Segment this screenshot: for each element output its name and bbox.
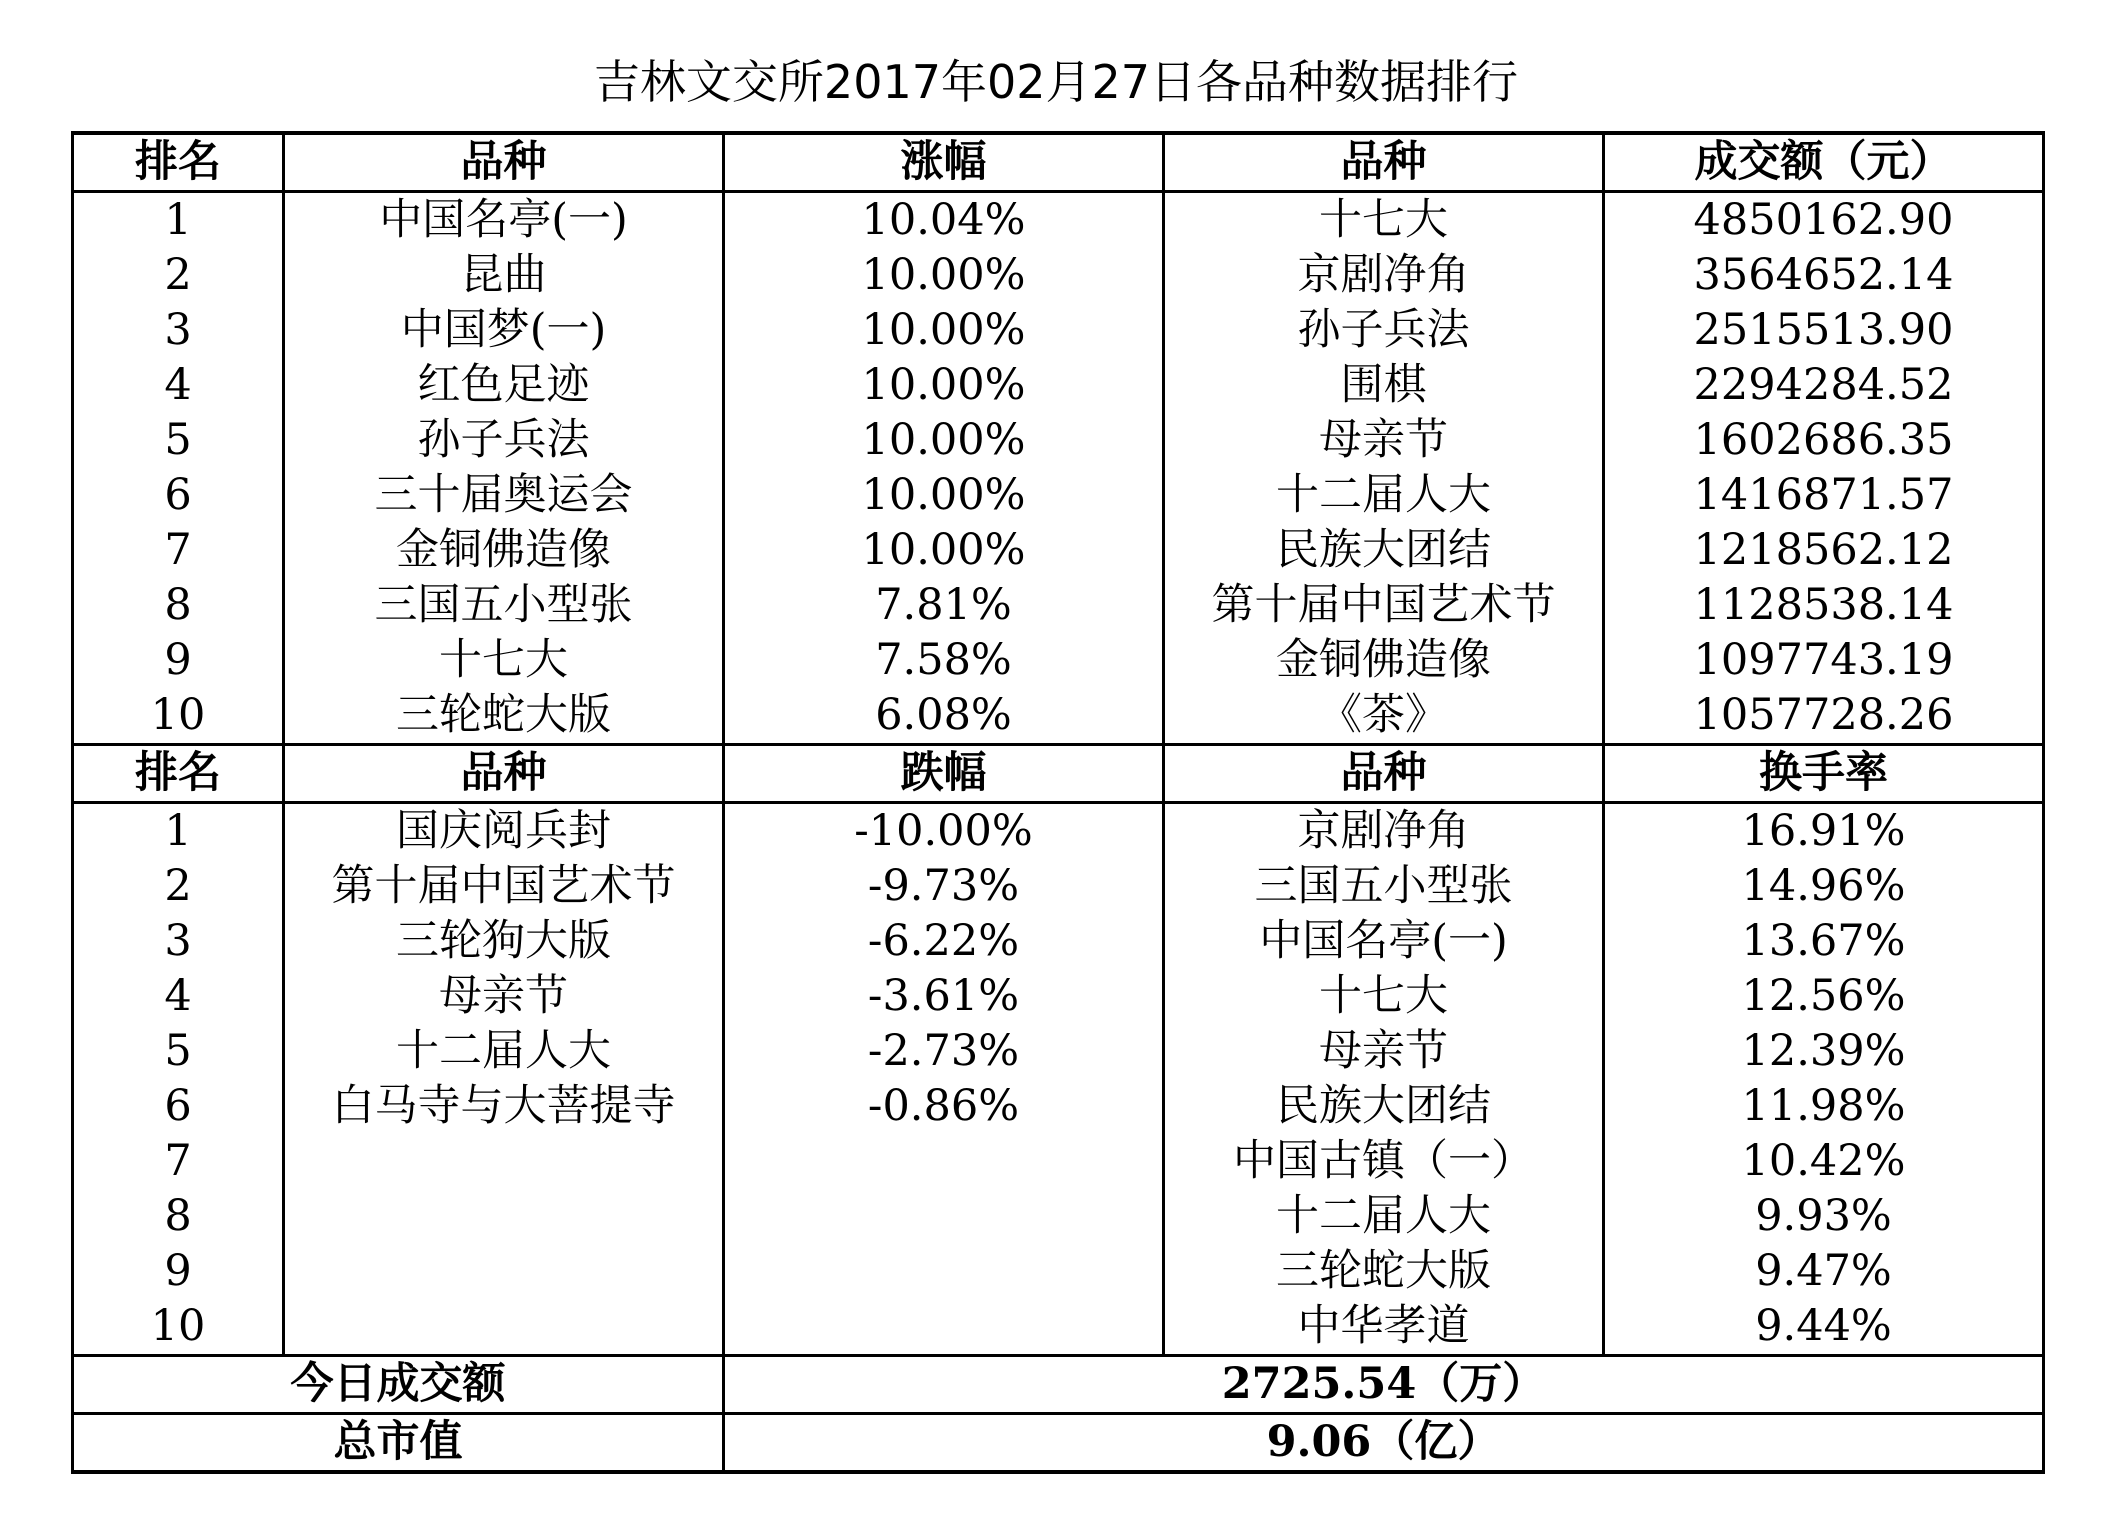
cell-variety-2: 十二届人大 <box>1164 468 1604 523</box>
cell-variety: 孙子兵法 <box>284 413 724 468</box>
cell-variety: 国庆阅兵封 <box>284 803 724 860</box>
cell-metric: 14.96% <box>1604 859 2044 914</box>
cell-metric: 10.42% <box>1604 1134 2044 1189</box>
cell-variety: 十七大 <box>284 633 724 688</box>
daily-turnover-value: 2725.54（万） <box>724 1356 2044 1414</box>
cell-change: 10.00% <box>724 303 1164 358</box>
cell-rank: 7 <box>73 523 284 578</box>
cell-variety: 三十届奥运会 <box>284 468 724 523</box>
cell-variety: 金铜佛造像 <box>284 523 724 578</box>
table-row <box>73 914 2044 969</box>
market-cap-row <box>73 1414 2044 1473</box>
table-row <box>73 688 2044 745</box>
table-row <box>73 413 2044 468</box>
cell-variety: 三轮蛇大版 <box>284 688 724 745</box>
cell-change: -6.22% <box>724 914 1164 969</box>
table-row <box>73 248 2044 303</box>
cell-variety-2: 母亲节 <box>1164 1024 1604 1079</box>
cell-metric: 16.91% <box>1604 803 2044 860</box>
cell-metric: 1602686.35 <box>1604 413 2044 468</box>
cell-variety: 三国五小型张 <box>284 578 724 633</box>
bottom-header-row <box>73 745 2044 803</box>
cell-rank: 3 <box>73 303 284 358</box>
cell-rank: 2 <box>73 859 284 914</box>
cell-change: -3.61% <box>724 969 1164 1024</box>
cell-rank: 4 <box>73 358 284 413</box>
table-row <box>73 468 2044 523</box>
cell-change: -10.00% <box>724 803 1164 860</box>
cell-metric: 9.44% <box>1604 1299 2044 1356</box>
cell-change: 10.00% <box>724 523 1164 578</box>
cell-metric: 11.98% <box>1604 1079 2044 1134</box>
cell-change: -2.73% <box>724 1024 1164 1079</box>
cell-metric: 9.93% <box>1604 1189 2044 1244</box>
cell-variety-2: 京剧净角 <box>1164 803 1604 860</box>
cell-metric: 2294284.52 <box>1604 358 2044 413</box>
header-metric: 换手率 <box>1604 745 2044 803</box>
table-row <box>73 1299 2044 1356</box>
cell-rank: 9 <box>73 633 284 688</box>
cell-rank: 5 <box>73 413 284 468</box>
cell-variety: 母亲节 <box>284 969 724 1024</box>
cell-change: 10.00% <box>724 413 1164 468</box>
cell-variety: 中国梦(一) <box>284 303 724 358</box>
table-row <box>73 1189 2044 1244</box>
header-rank: 排名 <box>73 745 284 803</box>
cell-variety-2: 十二届人大 <box>1164 1189 1604 1244</box>
cell-metric: 1057728.26 <box>1604 688 2044 745</box>
cell-change <box>724 1189 1164 1244</box>
header-variety: 品种 <box>284 133 724 192</box>
cell-variety-2: 孙子兵法 <box>1164 303 1604 358</box>
cell-variety-2: 中华孝道 <box>1164 1299 1604 1356</box>
table-row <box>73 1134 2044 1189</box>
header-variety-2: 品种 <box>1164 745 1604 803</box>
header-rank: 排名 <box>73 133 284 192</box>
cell-rank: 8 <box>73 578 284 633</box>
cell-rank: 7 <box>73 1134 284 1189</box>
cell-variety: 昆曲 <box>284 248 724 303</box>
cell-metric: 1097743.19 <box>1604 633 2044 688</box>
cell-metric: 2515513.90 <box>1604 303 2044 358</box>
cell-variety-2: 金铜佛造像 <box>1164 633 1604 688</box>
cell-rank: 4 <box>73 969 284 1024</box>
cell-variety: 中国名亭(一) <box>284 192 724 249</box>
cell-variety-2: 京剧净角 <box>1164 248 1604 303</box>
cell-change: 10.00% <box>724 358 1164 413</box>
daily-turnover-row <box>73 1356 2044 1414</box>
cell-variety-2: 三国五小型张 <box>1164 859 1604 914</box>
cell-change <box>724 1299 1164 1356</box>
cell-rank: 10 <box>73 688 284 745</box>
cell-variety <box>284 1134 724 1189</box>
cell-metric: 13.67% <box>1604 914 2044 969</box>
cell-rank: 9 <box>73 1244 284 1299</box>
cell-variety: 白马寺与大菩提寺 <box>284 1079 724 1134</box>
table-row <box>73 192 2044 249</box>
cell-metric: 1218562.12 <box>1604 523 2044 578</box>
cell-rank: 6 <box>73 1079 284 1134</box>
cell-metric: 1128538.14 <box>1604 578 2044 633</box>
header-variety-2: 品种 <box>1164 133 1604 192</box>
cell-change <box>724 1244 1164 1299</box>
cell-rank: 1 <box>73 192 284 249</box>
cell-change <box>724 1134 1164 1189</box>
cell-variety-2: 《茶》 <box>1164 688 1604 745</box>
market-cap-value: 9.06（亿） <box>724 1414 2044 1473</box>
table-row <box>73 859 2044 914</box>
cell-metric: 12.56% <box>1604 969 2044 1024</box>
table-row <box>73 578 2044 633</box>
table-row <box>73 633 2044 688</box>
cell-rank: 5 <box>73 1024 284 1079</box>
cell-change: -9.73% <box>724 859 1164 914</box>
table-row <box>73 1024 2044 1079</box>
table-row <box>73 969 2044 1024</box>
cell-variety-2: 十七大 <box>1164 192 1604 249</box>
cell-change: 7.58% <box>724 633 1164 688</box>
cell-metric: 1416871.57 <box>1604 468 2044 523</box>
ranking-table-body <box>73 133 2044 1472</box>
cell-change: 10.00% <box>724 248 1164 303</box>
page-title: 吉林文交所2017年02月27日各品种数据排行 <box>593 55 1519 109</box>
cell-variety-2: 中国古镇（一） <box>1164 1134 1604 1189</box>
cell-variety-2: 母亲节 <box>1164 413 1604 468</box>
cell-rank: 6 <box>73 468 284 523</box>
cell-rank: 8 <box>73 1189 284 1244</box>
cell-variety-2: 中国名亭(一) <box>1164 914 1604 969</box>
cell-variety-2: 第十届中国艺术节 <box>1164 578 1604 633</box>
cell-variety-2: 三轮蛇大版 <box>1164 1244 1604 1299</box>
cell-rank: 1 <box>73 803 284 860</box>
cell-variety-2: 民族大团结 <box>1164 1079 1604 1134</box>
header-change: 跌幅 <box>724 745 1164 803</box>
table-row <box>73 1244 2044 1299</box>
cell-rank: 2 <box>73 248 284 303</box>
top-header-row <box>73 133 2044 192</box>
ranking-table <box>71 131 2045 1474</box>
cell-variety: 三轮狗大版 <box>284 914 724 969</box>
cell-variety <box>284 1299 724 1356</box>
header-variety: 品种 <box>284 745 724 803</box>
cell-metric: 12.39% <box>1604 1024 2044 1079</box>
daily-turnover-label: 今日成交额 <box>73 1356 724 1414</box>
cell-change: 10.04% <box>724 192 1164 249</box>
table-row <box>73 358 2044 413</box>
cell-change: -0.86% <box>724 1079 1164 1134</box>
cell-metric: 9.47% <box>1604 1244 2044 1299</box>
cell-rank: 10 <box>73 1299 284 1356</box>
cell-variety-2: 围棋 <box>1164 358 1604 413</box>
table-row <box>73 303 2044 358</box>
cell-metric: 4850162.90 <box>1604 192 2044 249</box>
cell-variety-2: 十七大 <box>1164 969 1604 1024</box>
cell-change: 6.08% <box>724 688 1164 745</box>
cell-variety: 十二届人大 <box>284 1024 724 1079</box>
cell-change: 10.00% <box>724 468 1164 523</box>
cell-variety <box>284 1244 724 1299</box>
cell-metric: 3564652.14 <box>1604 248 2044 303</box>
cell-variety-2: 民族大团结 <box>1164 523 1604 578</box>
table-row <box>73 1079 2044 1134</box>
table-row <box>73 803 2044 860</box>
cell-variety: 红色足迹 <box>284 358 724 413</box>
cell-rank: 3 <box>73 914 284 969</box>
cell-change: 7.81% <box>724 578 1164 633</box>
market-cap-label: 总市值 <box>73 1414 724 1473</box>
cell-variety: 第十届中国艺术节 <box>284 859 724 914</box>
header-metric: 成交额（元） <box>1604 133 2044 192</box>
cell-variety <box>284 1189 724 1244</box>
table-row <box>73 523 2044 578</box>
header-change: 涨幅 <box>724 133 1164 192</box>
